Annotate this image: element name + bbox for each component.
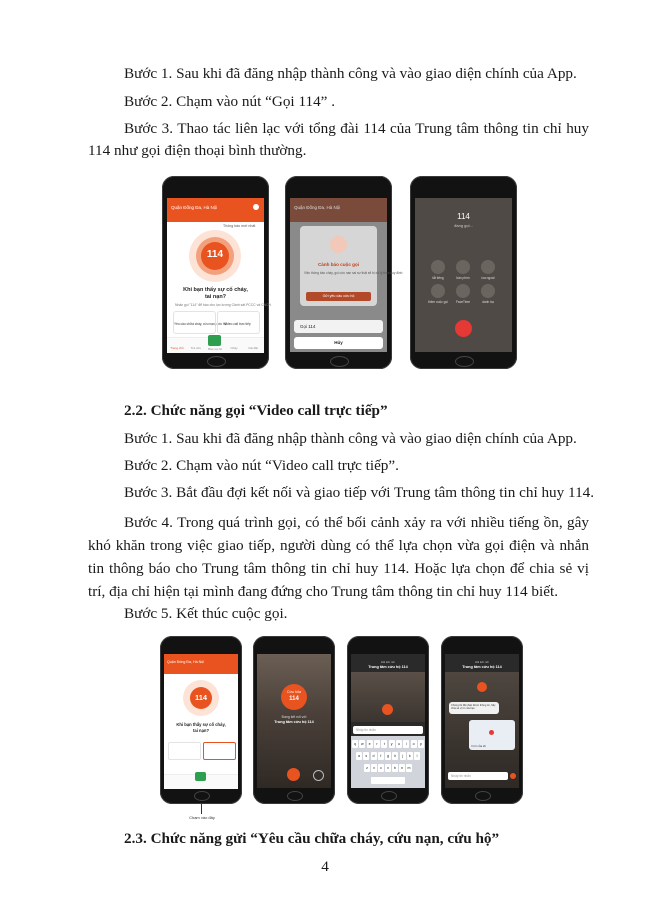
step-3-text: Bước 3. Thao tác liên lạc với tổng đài 114 của Trung tâm thông tin chỉ huy (124, 120, 589, 137)
keyboard-row-3 (364, 764, 412, 772)
action-sheet-cancel-label: Hủy (334, 340, 343, 345)
facetime-label: FaceTime (455, 300, 471, 304)
phone-home-video (160, 636, 242, 804)
key[interactable]: c (378, 764, 384, 772)
hint-text: Nhấn gọi "114" để báo cho lực lượng Cảnh sát PCCC và CNCH (175, 303, 271, 307)
app-header (167, 198, 264, 222)
keypad-icon[interactable] (456, 260, 470, 274)
speaker-label: loa ngoài (481, 276, 495, 280)
phone-call-warning (285, 176, 403, 369)
call-114-label: 114 (206, 249, 224, 260)
rescue-badge-top: Cứu hỏa (287, 690, 301, 694)
s2-step-3: Bước 3. Bắt đầu đợi kết nối và giao tiếp với Trung tâm thông tin chỉ huy 114. (124, 484, 595, 501)
nav-sos[interactable]: Báo sự cố (208, 347, 222, 351)
phone-calling-screen (410, 176, 517, 369)
key[interactable]: v (385, 764, 391, 772)
key[interactable]: j (400, 752, 406, 760)
home-button[interactable] (455, 356, 474, 367)
request-rescue-button[interactable] (168, 742, 201, 760)
phone-home-screen (162, 176, 269, 369)
key[interactable]: e (368, 742, 371, 746)
notice-label[interactable]: Thông báo mới nhất (223, 224, 256, 228)
keyboard-row-1 (352, 740, 424, 748)
home-button[interactable] (287, 791, 303, 801)
warning-title: Cảnh báo cuộc gọi (317, 262, 360, 267)
s2-step-4-line-2: khó khăn trong việc giao tiếp, người dùng có thể lựa chọn vừa gọi điện và nhắn (88, 537, 589, 554)
prompt-line-1: Khi bạn thấy sự cố cháy, (183, 287, 248, 293)
key[interactable]: a (358, 754, 360, 758)
send-icon[interactable] (510, 773, 516, 779)
contacts-icon[interactable] (481, 284, 495, 298)
speaker-icon[interactable] (481, 260, 495, 274)
warning-action-label: Gửi yêu cầu cứu hộ (322, 294, 355, 298)
connected-label: Đã kết nối (381, 660, 395, 664)
incoming-message-text: Chúng tôi đã nhận được thông tin, hãy chia sẻ vị trí của bạn (451, 704, 496, 711)
end-call-button[interactable] (455, 320, 472, 337)
calling-status: đang gọi... (454, 223, 473, 228)
s2-step-2: Bước 2. Chạm vào nút “Video call trực tiếp”. (124, 457, 399, 474)
call-114-label: 114 (194, 693, 208, 702)
key[interactable]: t (381, 740, 387, 748)
phone-warning-icon (330, 236, 347, 253)
key[interactable]: x (371, 764, 377, 772)
key[interactable]: m (407, 766, 411, 770)
page-number: 4 (321, 858, 329, 875)
nav-home[interactable]: Trang chủ (170, 346, 184, 350)
key[interactable]: o (412, 742, 415, 746)
action-sheet-call-label: Gọi 114 (300, 324, 316, 329)
calling-number: 114 (457, 212, 470, 221)
video-call-button[interactable] (203, 742, 236, 760)
keypad-label: bàn phím (456, 276, 470, 280)
mute-label: tắt tiếng (432, 276, 444, 280)
s2-step-5: Bước 5. Kết thúc cuộc gọi. (124, 605, 288, 622)
s2-step-4-line-1: Bước 4. Trong quá trình gọi, có thể bối cảnh xảy ra với nhiều tiếng ồn, gây (124, 514, 589, 531)
sos-shield-icon[interactable] (208, 335, 221, 346)
nav-fire[interactable]: Cháy (230, 346, 238, 350)
end-call-button[interactable] (477, 682, 487, 692)
dimmed-header (290, 198, 387, 222)
nav-settings[interactable]: Cài đặt (248, 346, 258, 350)
tap-here-caption: Chạm vào đây (189, 815, 215, 820)
key[interactable]: u (397, 742, 400, 746)
home-button[interactable] (475, 791, 491, 801)
step-1-text: Bước 1. Sau khi đã đăng nhập thành công và vào giao diện chính của App. (124, 65, 577, 82)
map-pin-icon (489, 730, 494, 735)
chat-input-placeholder: Nhập tin nhắn (451, 773, 471, 778)
key[interactable]: d (372, 754, 375, 758)
section-2-heading: 2.2. Chức năng gọi “Video call trực tiếp” (124, 402, 388, 419)
key[interactable]: b (394, 766, 396, 770)
location-label[interactable]: Quận Đống Đa, Hà Nội (171, 205, 218, 210)
bell-icon[interactable] (253, 204, 259, 210)
key[interactable]: y (389, 740, 395, 748)
space-key[interactable] (371, 777, 405, 784)
home-button[interactable] (330, 356, 349, 367)
key[interactable]: h (394, 754, 397, 758)
key[interactable]: r (374, 740, 380, 748)
phone-video-location-share (441, 636, 523, 804)
sos-shield-icon[interactable] (195, 772, 206, 781)
add-call-label: thêm cuộc gọi (428, 300, 448, 304)
contacts-label: danh bạ (482, 300, 494, 304)
home-button[interactable] (381, 791, 397, 801)
keyboard-row-2 (356, 752, 420, 760)
message-input-placeholder: Nhập tin nhắn (356, 727, 376, 732)
caller-name: Trung tâm cứu hộ 114 (368, 665, 408, 669)
s2-step-1: Bước 1. Sau khi đã đăng nhập thành công và vào giao diện chính của App. (124, 430, 577, 447)
key[interactable]: l (414, 752, 420, 760)
connecting-label: Đang kết nối với (281, 715, 307, 719)
add-call-icon[interactable] (431, 284, 445, 298)
prompt-line-1: Khi bạn thấy sự cố cháy, (176, 722, 226, 727)
nav-lookup[interactable]: Tra cứu (190, 346, 202, 350)
key[interactable]: f (378, 752, 384, 760)
home-button[interactable] (194, 791, 210, 801)
step-3-continuation: 114 như gọi điện thoại bình thường. (88, 142, 307, 159)
key[interactable]: n (401, 766, 403, 770)
caption-pointer-line (201, 804, 202, 814)
key[interactable]: p (419, 742, 422, 746)
key[interactable]: w (361, 742, 364, 746)
phone-video-connecting (253, 636, 335, 804)
connecting-center: Trung tâm cứu hộ 114 (274, 720, 314, 724)
s2-step-4-line-3: tin thông báo cho Trung tâm thông tin chỉ huy 114. Hoặc lựa chọn để chia sẻ vị (88, 560, 589, 577)
app-header (164, 654, 238, 674)
request-rescue-label: Yêu cầu chữa cháy, cứu nạn, cứu hộ (174, 322, 227, 326)
location-label-dim: Quận Đống Đa, Hà Nội (294, 205, 341, 210)
prompt-line-2: tai nạn? (204, 294, 227, 300)
key[interactable]: s (363, 752, 369, 760)
facetime-icon[interactable] (456, 284, 470, 298)
rescue-badge-number: 114 (289, 696, 299, 702)
key[interactable]: i (403, 740, 409, 748)
key[interactable]: q (354, 742, 356, 746)
end-call-button[interactable] (382, 704, 393, 715)
phone-video-messaging (347, 636, 429, 804)
s2-step-4-line-4: trí, địa chỉ hiện tại mình đang đứng cho Trung tâm thông tin chỉ huy 114 biết. (88, 583, 558, 600)
key[interactable]: g (387, 754, 389, 758)
home-button[interactable] (207, 356, 226, 367)
end-video-call-button[interactable] (287, 768, 300, 781)
prompt-line-2: tai nạn? (192, 728, 210, 733)
video-call-label: Video call trực tiếp (224, 322, 251, 326)
caller-name: Trung tâm cứu hộ 114 (462, 665, 502, 669)
section-3-heading: 2.3. Chức năng gửi “Yêu cầu chữa cháy, cứu nạn, cứu hộ” (124, 830, 500, 847)
step-2-text: Bước 2. Chạm vào nút “Gọi 114” . (124, 93, 335, 110)
mute-icon[interactable] (431, 260, 445, 274)
key[interactable]: k (407, 752, 413, 760)
switch-camera-icon[interactable] (313, 770, 324, 781)
location-label[interactable]: Quận Đống Đa, Hà Nội (167, 660, 204, 664)
connected-label: Đã kết nối (475, 660, 489, 664)
key[interactable]: z (364, 764, 370, 772)
outgoing-message-text: Vị trí của tôi (471, 744, 486, 748)
warning-text: Việc thông báo cháy, gọi cứu nạn sai sự thật sẽ bị xử lý theo quy định (304, 271, 403, 275)
